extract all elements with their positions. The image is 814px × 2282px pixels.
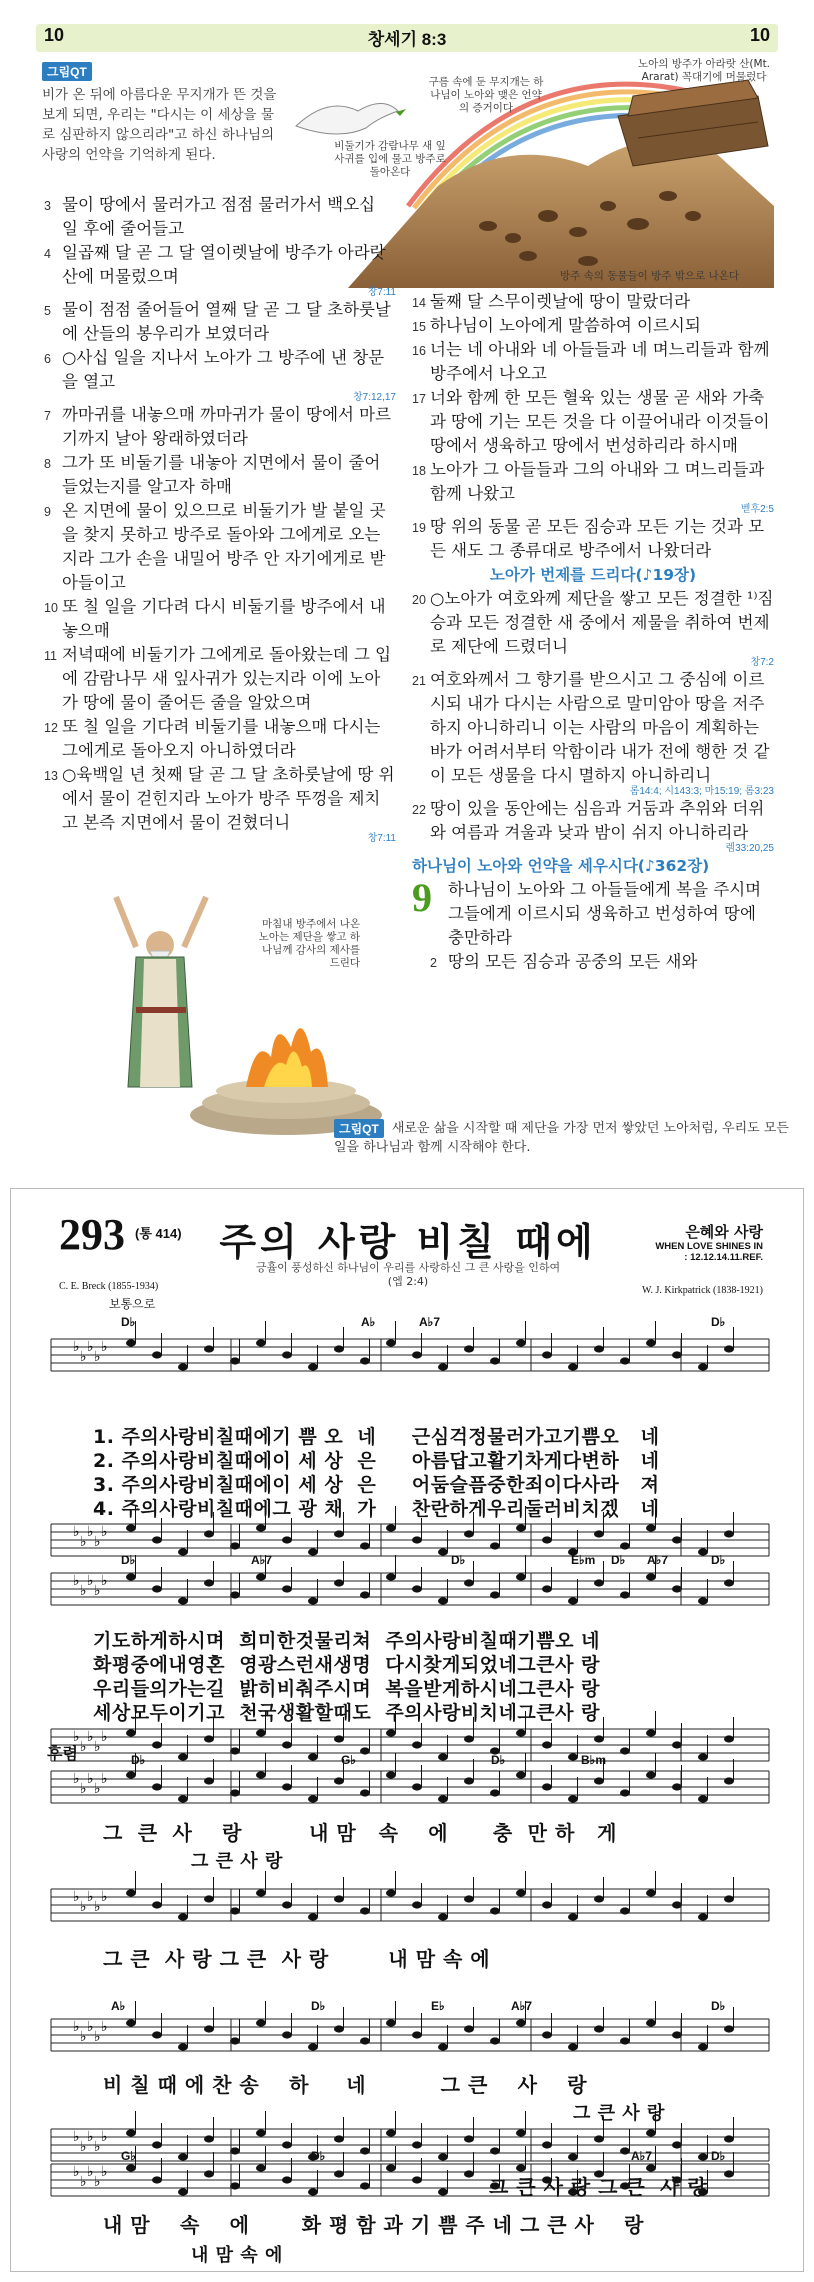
svg-text:♭: ♭ [73,2129,80,2145]
svg-text:♭: ♭ [87,2129,94,2145]
chord-symbol: G♭ [121,2149,136,2163]
qt-badge-bottom: 그림QT [334,1119,384,1138]
cross-reference: 렘33:20,25 [725,843,774,854]
svg-text:♭: ♭ [73,1573,80,1589]
refrain-label: 후렴 [47,1744,78,1763]
verse-4-line-2: 세상모두이기고 천국생활할때도 주의사랑비치네그큰사 랑 [93,1702,600,1724]
verse-3-line-1: 3. 주의사랑비칠때에이 세 상 은 어둠슬픔중한죄이다사라 져 [93,1474,660,1496]
svg-text:♭: ♭ [73,2164,80,2180]
verse-2-line-2: 화평중에내영혼 영광스런새생명 다시찾게되었네그큰사 랑 [93,1654,600,1676]
staff-system-5-treble [51,2001,769,2051]
qt-badge: 그림QT [42,62,92,81]
dove-icon [296,104,406,135]
chord-symbol: A♭7 [419,1315,440,1329]
svg-text:♭: ♭ [101,1339,108,1355]
chord-symbol: A♭7 [511,1999,532,2013]
svg-text:♭: ♭ [87,2164,94,2180]
verse-10: 10 또 칠 일을 기다려 다시 비둘기를 방주에서 내놓으매 [44,597,386,640]
refrain-line-1-alt: 그 큰 사 랑 [191,1851,283,1872]
refrain-line-4: 그 큰 사 랑 그 큰 사 랑 [489,2175,708,2199]
svg-text:♭: ♭ [101,1524,108,1540]
svg-text:♭: ♭ [94,2139,101,2155]
noah-figure [116,897,206,1087]
svg-text:♭: ♭ [80,1899,87,1915]
hymn-old-number: (통 414) [135,1226,182,1241]
svg-text:♭: ♭ [80,2029,87,2045]
hymn-topic: 은혜와 사랑 [685,1223,763,1241]
right-column [412,290,774,974]
page-number-right: 10 [749,25,770,45]
svg-text:♭: ♭ [80,2174,87,2190]
staff-system-1-treble [51,1321,769,1371]
chord-symbol: A♭ [361,1315,376,1329]
fire-icon [246,1028,328,1087]
qt-note-top [42,62,286,165]
hymn-page [10,1188,804,2272]
refrain-line-3: 비 칠 때 에 찬 송 하 네 그 큰 사 랑 [103,2073,588,2097]
svg-text:♭: ♭ [87,1339,94,1355]
svg-text:♭: ♭ [73,1524,80,1540]
svg-text:♭: ♭ [94,2174,101,2190]
svg-text:♭: ♭ [101,1573,108,1589]
verse-5: 5 물이 점점 줄어들어 열째 달 곧 그 달 초하룻날에 산들의 봉우리가 보였더라 [44,300,391,343]
refrain-line-1: 그 큰 사 랑 내 맘 속 에 충 만 하 게 [103,1821,617,1845]
svg-text:♭: ♭ [94,1739,101,1755]
chord-symbol: A♭7 [251,1553,272,1567]
svg-text:♭: ♭ [94,1583,101,1599]
chord-symbol: D♭ [311,1999,326,2013]
svg-text:♭: ♭ [80,1781,87,1797]
svg-text:♭: ♭ [101,1729,108,1745]
chord-symbol: E♭ [431,1999,445,2013]
chord-symbol: D♭ [711,1999,726,2013]
svg-text:♭: ♭ [87,1771,94,1787]
verse-8: 8 그가 또 비둘기를 내놓아 지면에서 물이 줄어들었는지를 알고자 하매 [44,453,381,496]
verse-21: 21 여호와께서 그 향기를 받으시고 그 중심에 이르시되 내가 다시는 사람으로 말미암아 땅을 저주하지 아니하리니 이는 사람의 마음이 계획하는 바가 어려서부터 악함이라 내가 전에 행한 것 같이 모든 생물을 다시 멸하지 아니하리니 롬14:4; 시143:3; 마15:19; 롬3:23 [412,670,774,797]
cross-reference: 창7:11 [367,833,396,844]
verse-14: 14 둘째 달 스무이렛날에 땅이 말랐더라 [412,292,691,311]
page-number-left: 10 [44,25,65,45]
svg-text:♭: ♭ [87,2019,94,2035]
chord-symbol: B♭m [581,1753,606,1767]
refrain-line-2: 그 큰 사 랑 그 큰 사 랑 내 맘 속 에 [103,1947,491,1971]
svg-text:♭: ♭ [80,1534,87,1550]
verse-2-line-1: 2. 주의사랑비칠때에이 세 상 은 아름답고활기차게다변하 네 [93,1450,660,1472]
verse-9-2: 2 땅의 모든 짐승과 공중의 모든 새와 [430,952,698,971]
svg-text:♭: ♭ [87,1729,94,1745]
verse-1-line-2: 기도하게하시며 희미한것물리쳐 주의사랑비칠때기쁨오 네 [93,1630,600,1652]
chord-symbol: D♭ [131,1753,146,1767]
svg-text:♭: ♭ [101,2019,108,2035]
verse-17: 17 너와 함께 한 모든 혈육 있는 생물 곧 새와 가축과 땅에 기는 모든 것을 다 이끌어내라 이것들이 땅에서 생육하고 땅에서 번성하리라 하시매 [412,388,770,455]
verse-19: 19 땅 위의 동물 곧 모든 짐승과 모든 기는 것과 모든 새도 그 종류대로 방주에서 나왔더라 [412,517,765,560]
refrain-line-5: 내 맘 속 에 화 평 함 과 기 쁨 주 네 그 큰 사 랑 [103,2213,645,2237]
arranger: W. J. Kirkpatrick (1838-1921) [642,1285,763,1296]
tempo-marking: 보통으로 [109,1297,156,1311]
svg-text:♭: ♭ [80,1739,87,1755]
verse-11: 11 저녁때에 비둘기가 그에게로 돌아왔는데 그 입에 감람나무 새 잎사귀가 있는지라 이에 노아가 땅에 물이 줄어든 줄을 알았으며 [44,645,392,712]
cross-reference: 롬14:4; 시143:3; 마15:19; 롬3:23 [629,786,774,797]
verse-7: 7 까마귀를 내놓으매 까마귀가 물이 땅에서 마르기까지 날아 왕래하였더라 [44,405,392,448]
verse-9-1: 9 하나님이 노아와 그 아들들에게 복을 주시며 그들에게 이르시되 생육하고 번성하여 땅에 충만하라 [412,875,762,947]
chord-symbol: D♭ [311,2149,326,2163]
svg-text:♭: ♭ [94,1899,101,1915]
svg-text:♭: ♭ [80,1583,87,1599]
svg-text:♭: ♭ [94,1534,101,1550]
chord-symbol: A♭7 [631,2149,652,2163]
hymn-number: 293 [59,1210,125,1259]
caption-altar: 마침내 방주에서 나온 노아는 제단을 쌓고 하나님께 감사의 제사를 드린다 [258,918,360,969]
verse-22: 22 땅이 있을 동안에는 심음과 거둠과 추위와 더위와 여름과 겨울과 낮과 밤이 쉬지 아니하리라 렘33:20,25 [412,799,774,854]
verse-3: 3 물이 땅에서 물러가고 점점 물러가서 백오십 일 후에 줄어들고 [44,195,376,238]
svg-text:♭: ♭ [87,1524,94,1540]
hymn-subtitle: 긍휼이 풍성하신 하나님이 우리를 사랑하신 그 큰 사랑을 인하여 (엡 2:4) [255,1261,561,1288]
section-heading-covenant: 하나님이 노아와 언약을 세우시다(♪362장) [412,857,710,875]
left-column [44,193,396,844]
verse-4-line-1: 4. 주의사랑비칠때에그 광 채 가 찬란하게우리둘러비치겠 네 [93,1498,660,1520]
section-heading-burnt-offering: 노아가 번제를 드리다(♪19장) [489,566,697,584]
qt-note-bottom: 그림QT 새로운 삶을 시작할 때 제단을 가장 먼저 쌓았던 노아처럼, 우리도 모든 일을 하나님과 함께 시작해야 한다. [334,1121,789,1155]
chord-symbol: D♭ [121,1553,136,1567]
caption-ararat: 노아의 방주가 아라랏 산(Mt. Ararat) 꼭대기에 머물렀다 [637,58,771,83]
svg-text:♭: ♭ [101,1889,108,1905]
verse-12: 12 또 칠 일을 기다려 비둘기를 내놓으매 다시는 그에게로 돌아오지 아니하였더라 [44,717,381,760]
svg-text:♭: ♭ [87,1889,94,1905]
caption-animals: 방주 속의 동물들이 방주 밖으로 나온다 [560,270,739,282]
verse-16: 16 너는 네 아내와 네 아들들과 네 며느리들과 함께 방주에서 나오고 [412,340,770,383]
svg-text:♭: ♭ [101,2129,108,2145]
chord-symbol: D♭ [711,2149,726,2163]
svg-text:♭: ♭ [94,2029,101,2045]
svg-text:♭: ♭ [94,1349,101,1365]
qt-note-text: 비가 온 뒤에 아름다운 무지개가 뜬 것을 보게 되면, 우리는 "다시는 이 세상을 물로 심판하지 않으리라"고 하신 하나님의 사랑의 언약을 기억하게 된다. [42,87,277,163]
verse-3-line-2: 우리들의가는길 밝히비춰주시며 복을받게하시네그큰사 랑 [93,1678,600,1700]
cross-reference: 창7:12,17 [352,392,396,403]
svg-text:♭: ♭ [80,1349,87,1365]
svg-text:♭: ♭ [101,1771,108,1787]
verse-20: 20 ○노아가 여호와께 제단을 쌓고 모든 정결한 ¹⁾짐승과 모든 정결한 새 중에서 제물을 취하여 번제로 제단에 드렸더니 창7:2 [412,589,774,668]
cross-reference: 창7:11 [367,287,396,298]
chord-symbol: D♭ [711,1553,726,1567]
svg-text:♭: ♭ [73,2019,80,2035]
chord-symbol: D♭ [491,1753,506,1767]
svg-text:♭: ♭ [87,1573,94,1589]
chord-symbol: E♭m [571,1553,596,1567]
svg-text:♭: ♭ [73,1771,80,1787]
cross-reference: 벧후2:5 [740,504,774,515]
chord-symbol: D♭ [451,1553,466,1567]
verse-18: 18 노아가 그 아들들과 그의 아내와 그 며느리들과 함께 나왔고 벧후2:5 [412,460,774,515]
composer: C. E. Breck (1855-1934) [59,1281,159,1292]
chord-symbol: G♭ [341,1753,356,1767]
refrain-line-5-alt: 내 맘 속 에 [191,2245,283,2266]
chord-symbol: A♭ [111,1999,126,2013]
svg-text:♭: ♭ [73,1729,80,1745]
verse-15: 15 하나님이 노아에게 말씀하여 이르시되 [412,316,701,335]
svg-text:♭: ♭ [94,1781,101,1797]
caption-rainbow: 구름 속에 둔 무지개는 하나님이 노아와 맺은 언약의 증거이다 [428,76,544,114]
svg-text:♭: ♭ [73,1339,80,1355]
chapter-number: 9 [412,875,432,920]
cross-reference: 창7:2 [750,657,774,668]
chord-symbol: D♭ [611,1553,626,1567]
chord-symbol: D♭ [711,1315,726,1329]
verse-1-line-1: 1. 주의사랑비칠때에기 쁨 오 네 근심걱정물러가고기쁨오 네 [93,1426,660,1448]
verse-6: 6 ○사십 일을 지나서 노아가 그 방주에 낸 창문을 열고 창7:12,17 [44,348,396,403]
verse-13: 13 ○육백일 년 첫째 달 곧 그 달 초하룻날에 땅 위에서 물이 걷힌지라 노아가 방주 뚜껑을 제치고 본즉 지면에서 물이 걷혔더니 창7:11 [44,765,396,844]
chord-symbol: D♭ [121,1315,136,1329]
verse-9: 9 온 지면에 물이 있으므로 비둘기가 발 붙일 곳을 찾지 못하고 방주로 돌아와 그에게로 오는지라 그가 손을 내밀어 방주 안 자기에게로 받아들이고 [44,501,386,592]
english-title: WHEN LOVE SHINES IN : 12.12.14.11.REF. [655,1241,763,1263]
svg-text:♭: ♭ [101,2164,108,2180]
music-staves [11,1189,805,2273]
svg-text:♭: ♭ [73,1889,80,1905]
chapter-reference: 창세기 8:3 [367,30,447,49]
svg-text:♭: ♭ [80,2139,87,2155]
verse-4: 4 일곱째 달 곧 그 달 열이렛날에 방주가 아라랏 산에 머물렀으며 창7:11 [44,243,396,298]
refrain-line-3-alt: 그 큰 사 랑 [573,2103,665,2124]
chord-symbol: A♭7 [647,1553,668,1567]
caption-dove: 비둘기가 감람나무 새 잎사귀를 입에 물고 방주로 돌아온다 [334,140,446,178]
staff-system-3-bass [51,1871,769,1921]
hymn-title: 주의 사랑 비칠 때에 [219,1219,597,1264]
